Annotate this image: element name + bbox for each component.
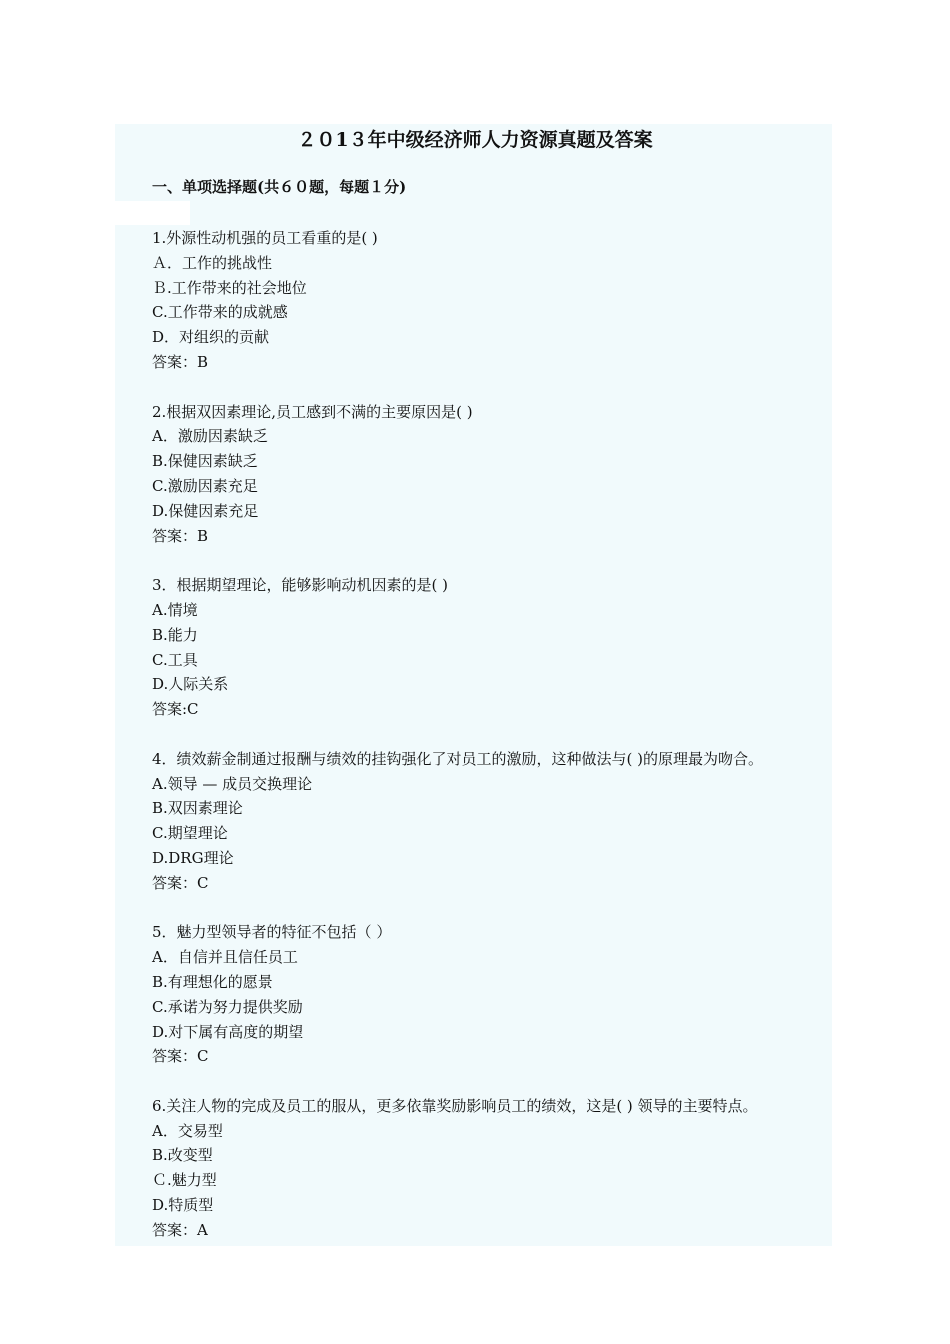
option-b: B.双因素理论 (152, 799, 243, 818)
option-d: D.人际关系 (152, 675, 229, 694)
option-a: A．激励因素缺乏 (152, 427, 268, 446)
option-b: B.能力 (152, 625, 198, 644)
option-b: B.保健因素缺乏 (152, 452, 258, 471)
option-d: D.特质型 (152, 1196, 214, 1215)
title-container (0, 124, 950, 152)
question-6 (152, 1094, 852, 1243)
question-stem: 4．绩效薪金制通过报酬与绩效的挂钩强化了对员工的激励，这种做法与( )的原理最为吻合。 (152, 749, 764, 768)
option-b: B.改变型 (152, 1146, 213, 1165)
option-c: Ｃ.魅力型 (152, 1171, 217, 1190)
option-b: Ｂ.工作带来的社会地位 (152, 278, 307, 297)
page-background-notch (115, 201, 190, 225)
option-c: C.工作带来的成就感 (152, 303, 288, 322)
document-title: ２０1３年中级经济师人力资源真题及答案 (297, 129, 653, 151)
option-d: D．对组织的贡献 (152, 328, 270, 347)
option-c: C.承诺为努力提供奖励 (152, 997, 303, 1016)
section-heading: 一、单项选择题(共６０题，每题１分) (152, 178, 407, 196)
option-a: A．交易型 (152, 1121, 223, 1140)
question-5 (152, 920, 852, 1069)
option-a: Ａ．工作的挑战性 (152, 253, 273, 272)
question-3 (152, 573, 852, 722)
question-2 (152, 400, 852, 549)
question-stem: 3．根据期望理论，能够影响动机因素的是( ) (152, 576, 449, 595)
option-d: D.保健因素充足 (152, 501, 259, 520)
option-c: C.工具 (152, 650, 198, 669)
question-stem: 1.外源性动机强的员工看重的是( ) (152, 229, 378, 247)
option-b: B.有理想化的愿景 (152, 972, 273, 991)
answer: 答案：B (152, 526, 209, 545)
answer: 答案：C (152, 873, 209, 892)
option-a: A.情境 (152, 600, 198, 619)
question-stem: 5．魅力型领导者的特征不包括（ ） (152, 923, 392, 942)
option-a: A.领导 — 成员交换理论 (152, 774, 313, 793)
answer: 答案：C (152, 1047, 209, 1066)
question-stem: 2.根据双因素理论,员工感到不满的主要原因是( ) (152, 402, 473, 421)
answer: 答案：B (152, 352, 209, 371)
answer: 答案：A (152, 1220, 208, 1239)
option-d: D.对下属有高度的期望 (152, 1022, 304, 1041)
option-c: C.激励因素充足 (152, 476, 258, 495)
option-a: A．自信并且信任员工 (152, 948, 298, 967)
option-c: C.期望理论 (152, 824, 228, 843)
question-stem: 6.关注人物的完成及员工的服从，更多依靠奖励影响员工的绩效，这是( ) 领导的主要特点。 (152, 1096, 758, 1115)
question-1 (152, 226, 852, 375)
option-d: D.DRG理论 (152, 848, 234, 867)
question-list (152, 226, 852, 1267)
question-4 (152, 747, 852, 896)
answer: 答案:C (152, 700, 199, 719)
